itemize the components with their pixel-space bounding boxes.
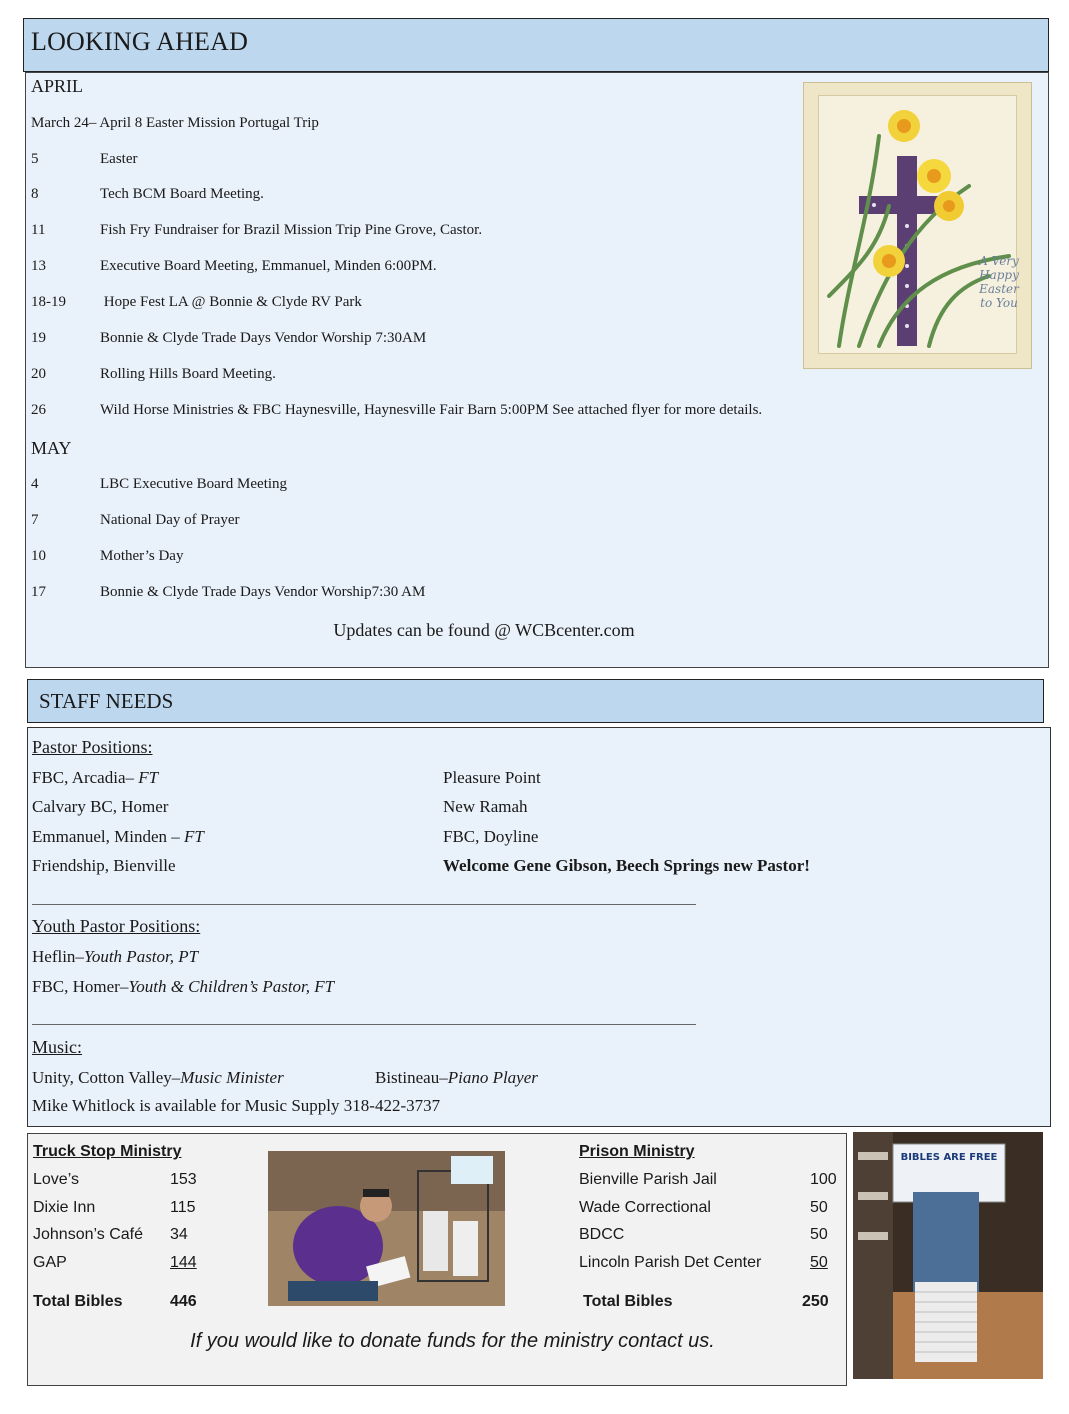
- prison-count: 100: [810, 1171, 837, 1188]
- event-item: 17 Bonnie & Clyde Trade Days Vendor Worship7:30 AM: [31, 584, 426, 600]
- youth-position-item: Heflin–Youth Pastor, PT: [32, 947, 199, 966]
- truck-stop-count: 115: [170, 1199, 196, 1216]
- prison-name: Lincoln Parish Det Center: [579, 1254, 762, 1271]
- event-item: 19 Bonnie & Clyde Trade Days Vendor Worship 7:30AM: [31, 330, 427, 346]
- month-april-label: APRIL: [31, 76, 84, 96]
- prison-count: 50: [810, 1254, 828, 1271]
- easter-card-image: [803, 82, 1032, 369]
- event-item: 13 Executive Board Meeting, Emmanuel, Minden 6:00PM.: [31, 258, 437, 274]
- updates-link-text[interactable]: Updates can be found @ WCBcenter.com: [333, 620, 635, 640]
- prison-name: BDCC: [579, 1226, 625, 1243]
- divider: [32, 1024, 696, 1025]
- prison-count: 50: [810, 1226, 828, 1243]
- prison-name: Wade Correctional: [579, 1199, 711, 1216]
- event-item: 11 Fish Fry Fundraiser for Brazil Mission Trip Pine Grove, Castor.: [31, 222, 483, 238]
- staff-needs-header: [27, 679, 1044, 723]
- music-title: Music:: [32, 1037, 83, 1057]
- april-trip: March 24– April 8 Easter Mission Portugal Trip: [31, 115, 319, 131]
- truck-stop-count: 34: [170, 1226, 188, 1243]
- card-greeting: A Very Happy Easter to You: [979, 254, 1019, 310]
- welcome-pastor-text: Welcome Gene Gibson, Beech Springs new Pastor!: [443, 856, 810, 875]
- event-item: 26 Wild Horse Ministries & FBC Haynesville, Haynesville Fair Barn 5:00PM See attached flyer for more details.: [31, 402, 763, 418]
- truck-stop-name: Johnson’s Café: [33, 1226, 143, 1243]
- truck-stop-count: 144: [170, 1254, 197, 1271]
- music-supply-text: Mike Whitlock is available for Music Supply 318-422-3737: [32, 1096, 441, 1115]
- pastor-position-item: Friendship, Bienville: [32, 856, 176, 875]
- prison-total-label: Total Bibles: [583, 1293, 673, 1310]
- donate-message: If you would like to donate funds for the ministry contact us.: [190, 1330, 715, 1352]
- music-position-item: Bistineau–Piano Player: [375, 1068, 538, 1087]
- looking-ahead-header: [23, 18, 1049, 72]
- truck-stop-name: GAP: [33, 1254, 67, 1271]
- pastor-position-item: Calvary BC, Homer: [32, 797, 169, 816]
- month-may-label: MAY: [31, 438, 72, 458]
- pastor-position-item: Pleasure Point: [443, 768, 541, 787]
- pastor-position-item: New Ramah: [443, 797, 528, 816]
- truck-total-value: 446: [170, 1293, 197, 1310]
- staff-needs-title: STAFF NEEDS: [39, 689, 174, 713]
- event-item: 8 Tech BCM Board Meeting.: [31, 186, 264, 202]
- svg-text:BIBLES ARE FREE: BIBLES ARE FREE: [900, 1152, 998, 1163]
- event-item: 18-19 Hope Fest LA @ Bonnie & Clyde RV Park: [31, 294, 362, 310]
- bible-rack-photo: [853, 1132, 1043, 1379]
- pastor-position-item: FBC, Arcadia– FT: [32, 768, 159, 787]
- truck-stop-title: Truck Stop Ministry: [33, 1143, 182, 1160]
- event-item: 4 LBC Executive Board Meeting: [31, 476, 288, 492]
- pastor-positions-title: Pastor Positions:: [32, 737, 153, 757]
- truck-stop-name: Dixie Inn: [33, 1199, 96, 1216]
- pastor-position-item: Emmanuel, Minden – FT: [32, 827, 204, 846]
- truck-total-label: Total Bibles: [33, 1293, 123, 1310]
- looking-ahead-title: LOOKING AHEAD: [31, 27, 249, 56]
- prison-total-value: 250: [802, 1293, 829, 1310]
- event-item: 5 Easter: [31, 151, 138, 167]
- prison-name: Bienville Parish Jail: [579, 1171, 717, 1188]
- event-item: 10 Mother’s Day: [31, 548, 184, 564]
- truck-stop-name: Love’s: [33, 1171, 79, 1188]
- youth-pastor-title: Youth Pastor Positions:: [32, 916, 201, 936]
- music-position-item: Unity, Cotton Valley–Music Minister: [32, 1068, 284, 1087]
- truck-stop-count: 153: [170, 1171, 197, 1188]
- pastor-position-item: FBC, Doyline: [443, 827, 539, 846]
- event-item: 7 National Day of Prayer: [31, 512, 240, 528]
- youth-position-item: FBC, Homer–Youth & Children’s Pastor, FT: [32, 977, 335, 996]
- prison-ministry-title: Prison Ministry: [579, 1143, 695, 1160]
- event-item: 20 Rolling Hills Board Meeting.: [31, 366, 276, 382]
- man-stocking-bibles-photo: [268, 1151, 505, 1306]
- divider: [32, 904, 696, 905]
- prison-count: 50: [810, 1199, 828, 1216]
